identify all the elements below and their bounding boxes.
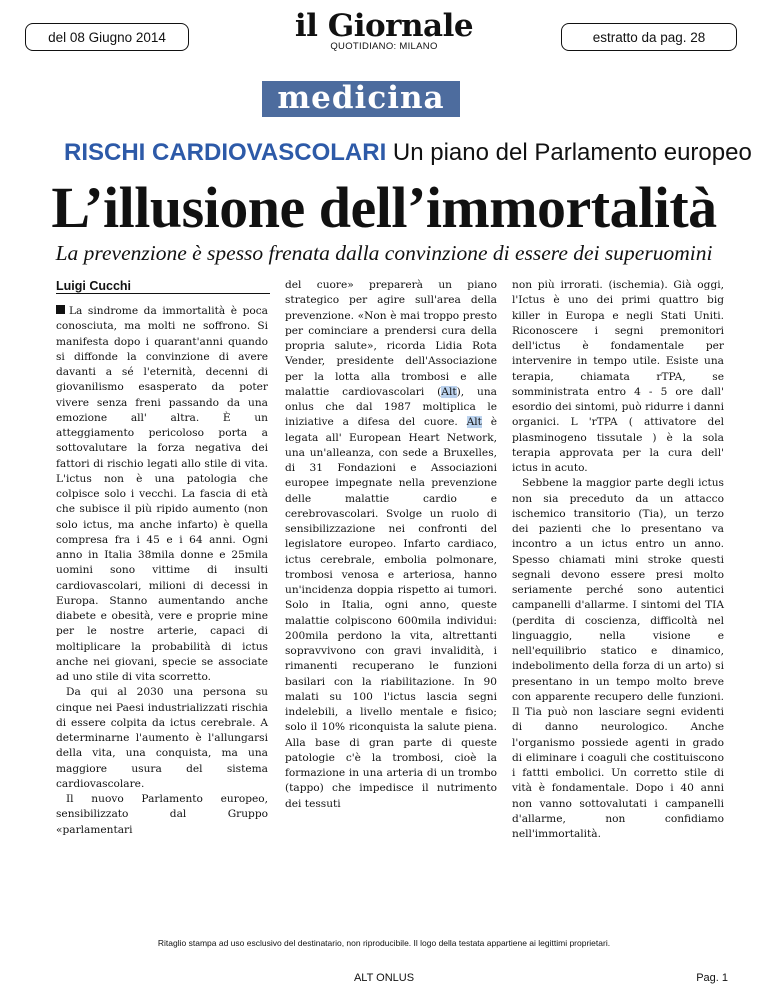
- text-run: del cuore» preparerà un piano strategico per agire sull'area della prevenzione. «Non è mai troppo presto per cominciare a prendersi cura della propria salute», ricorda Lidia Rota Vender, presidente dell'Associazione per la lotta alla trombosi e alle malattie cardiovascolari (: [285, 279, 497, 398]
- newspaper-subtitle: QUOTIDIANO: MILANO: [330, 41, 438, 52]
- paragraph: non più irrorati. (ischemia). Già oggi, l'Ictus è uno dei primi quattro big killer in Europa e negli Stati Uniti. Riconoscere i segni premonitori dell'ictus è fondamentale per intervenire in tempo utile. Esiste una terapia, chiamata rTPA, se somministrata entro 4 - 5 ore dall' esordio dei sintomi, può ridurre i danni organici. L 'rTPA ( attivatore del plasminogeno tissutale ) è la sola terapia approvata per la cura dell' ictus in acuto.: [512, 279, 724, 474]
- extract-box: [561, 23, 737, 51]
- source-label: ALT ONLUS: [353, 972, 415, 984]
- text-run: ), una onlus che dal 1987 moltiplica le iniziative a difesa del cuore.: [285, 385, 497, 429]
- paragraph-text: La sindrome da immortalità è poca conosciuta, ma molti ne soffrono. Si manifesta dopo i quarant'anni quando si diffonde la convinzione di avere davanti a sé l'eternità, decenni di giovanilismo esasperato da poter vivere senza freni passando da una emozione all' altra. È un atteggiamento pericoloso porta a sottovalutare la forza negativa dei fattori di rischio legati allo stile di vita. L'ictus non è una patologia che colpisce solo i vecchi. La fascia di età che subisce il più ripido aumento (non solo ictus, ma anche infarto) è quella compresa fra i 45 e i 64 anni. Ogni anno in Italia 38mila donne e 25mila uomini sono vittime di insulti cardiovascolari, milioni di decessi in Europa. Stanno aumentando anche diabete e obesità, vere e proprie mine per le nostre arterie, capaci di moltiplicare la probabilità di ictus anche nei giovani, specie se associate ad uno stile di vita scorretto.: [56, 305, 268, 683]
- issue-date: del 08 Giugno 2014: [48, 29, 166, 45]
- article-column-3: [512, 278, 724, 842]
- article-column-2: [285, 278, 497, 812]
- page-number: Pag. 1: [696, 972, 728, 984]
- article-column-1: [56, 304, 268, 838]
- paragraph: Il nuovo Parlamento europeo, sensibilizzato dal Gruppo «parlamentari: [56, 793, 268, 836]
- paragraph: [285, 278, 497, 812]
- paragraph: [56, 304, 268, 685]
- byline-rule: [56, 293, 270, 294]
- newspaper-logo: il Giornale: [294, 8, 474, 44]
- highlight-alt: Alt: [466, 416, 482, 429]
- paragraph: Sebbene la maggior parte degli ictus non sia preceduto da un attacco ischemico transitorio (Tia), un terzo dei pazienti che lo presentano va incontro a un ictus entro un anno. Spesso chiamati mini stroke questi segnali devono essere presi molto seriamente perché sono autentici campanelli d'allarme. I sintomi del TIA (perdita di coscienza, difficoltà nel linguaggio, nella visione e nell'equilibrio statico e dinamico, indebolimento della forza di un arto) si presentano in un tempo molto breve con apparente recupero delle funzioni. Il Tia può non lasciare segni evidenti di danno neurologico. Anche l'organismo possiede agenti in grado di eliminare i coaguli che costituiscono i fattti embolici. Un corretto stile di vità è fondamentale. Dopo i 40 anni non vanno sottovalutati i campanelli d'allarme, non confidiamo nell'immortalità.: [512, 477, 724, 840]
- headline: L’illusione dell’immortalità: [51, 175, 717, 240]
- paragraph-marker-icon: [56, 305, 65, 314]
- text-run: è legata all' European Heart Network, una un'alleanza, con sede a Bruxelles, di 31 Fondazioni e Associazioni europee impegnate nella prevenzione delle malattie cardio e cerebrovascolari. Svolge un ruolo di sensibilizzazione nei confronti del legislatore europeo. Infarto cardiaco, ictus cerebrale, embolia polmonare, trombosi venosa e arteriosa, hanno un'incidenza doppia rispetto ai tumori. Solo in Italia, ogni anno, queste malattie colpiscono 600mila individui: 200mila perdono la vita, altrettanti sopravvivono con gravi invalidità, i rimanenti recuperano le funzioni basilari con la riabilitazione. In 90 malati su 100 l'ictus lascia segni indelebili, a livello mentale e fisico; solo il 10% riconquista la salute piena. Alla base di gran parte di queste patologie c'è la trombosi, cioè la formazione in una arteria di un trombo (tappo) che impedisce il nutrimento dei tessuti: [285, 416, 497, 810]
- extract-page: estratto da pag. 28: [592, 29, 706, 45]
- paragraph: Da qui al 2030 una persona su cinque nei Paesi industrializzati rischia di essere colpita da ictus cerebrale. A determinarne l'aumento è l'allungarsi della vita, una conquista, ma una maggiore usura del sistema cardiovascolare.: [56, 686, 268, 790]
- kicker: [64, 139, 752, 167]
- highlight-alt: Alt: [441, 385, 457, 398]
- subtitle: La prevenzione è spesso frenata dalla convinzione di essere dei superuomini: [55, 241, 713, 265]
- kicker-text: Un piano del Parlamento europeo: [392, 139, 752, 166]
- section-banner: medicina: [262, 81, 460, 117]
- copyright-note: Ritaglio stampa ad uso esclusivo del destinatario, non riproducibile. Il logo della testata appartiene ai legittimi proprietari.: [157, 938, 611, 948]
- author-byline: Luigi Cucchi: [56, 279, 131, 293]
- kicker-label: RISCHI CARDIOVASCOLARI: [64, 139, 387, 166]
